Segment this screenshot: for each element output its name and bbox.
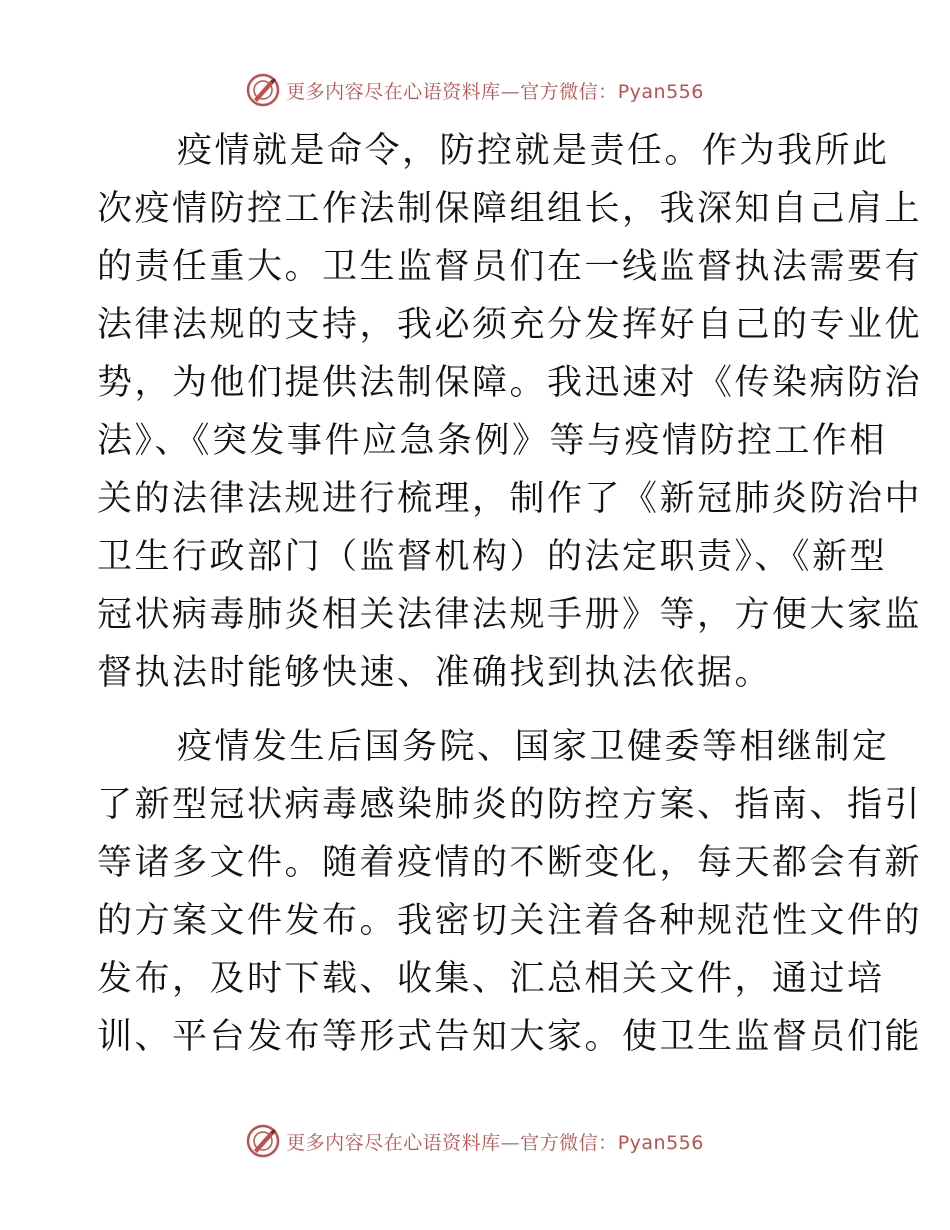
banner-official-label: 官方微信： [520, 80, 618, 103]
text-line: 疫情就是命令，防控就是责任。作为我所此 [177, 131, 890, 171]
text-line: 了新型冠状病毒感染肺炎的防控方案、指南、指引 [97, 785, 923, 825]
text-line: 的方案文件发布。我密切关注着各种规范性文件的 [97, 901, 923, 941]
banner-dash: — [500, 1131, 521, 1154]
banner-title: 更多内容尽在心语资料库 [286, 1131, 501, 1154]
text-line: 势，为他们提供法制保障。我迅速对《传染病防治 [97, 363, 923, 403]
footer-banner [0, 1121, 950, 1161]
text-line: 疫情发生后国务院、国家卫健委等相继制定 [177, 727, 890, 767]
banner-title: 更多内容尽在心语资料库 [286, 80, 501, 103]
banner-text [286, 77, 704, 104]
document-body [97, 122, 923, 1066]
text-line: 训、平台发布等形式告知大家。使卫生监督员们能 [97, 1017, 923, 1057]
text-line: 发布，及时下载、收集、汇总相关文件，通过培 [97, 959, 885, 999]
brand-logo-icon [246, 1124, 280, 1158]
text-line: 等诸多文件。随着疫情的不断变化，每天都会有新 [97, 843, 923, 883]
text-line: 卫生行政部门（监督机构）的法定职责》、《新型 [97, 537, 888, 577]
text-line: 法律法规的支持，我必须充分发挥好自己的专业优 [97, 305, 923, 345]
banner-text [286, 1128, 704, 1155]
paragraph-2 [97, 718, 923, 1066]
text-line: 的责任重大。卫生监督员们在一线监督执法需要有 [97, 247, 923, 287]
text-line: 法》、《突发事件应急条例》等与疫情防控工作相 [97, 421, 888, 461]
text-line: 次疫情防控工作法制保障组组长，我深知自己肩上 [97, 189, 923, 229]
brand-logo-icon [246, 73, 280, 107]
banner-account: Pyan556 [617, 1131, 704, 1154]
text-line: 督执法时能够快速、准确找到执法依据。 [97, 653, 773, 693]
banner-dash: — [500, 80, 521, 103]
header-banner [0, 70, 950, 110]
text-line: 关的法律法规进行梳理，制作了《新冠肺炎防治中 [97, 479, 923, 519]
text-line: 冠状病毒肺炎相关法律法规手册》等，方便大家监 [97, 595, 923, 635]
paragraph-1 [97, 122, 923, 702]
banner-official-label: 官方微信： [520, 1131, 618, 1154]
banner-account: Pyan556 [617, 80, 704, 103]
